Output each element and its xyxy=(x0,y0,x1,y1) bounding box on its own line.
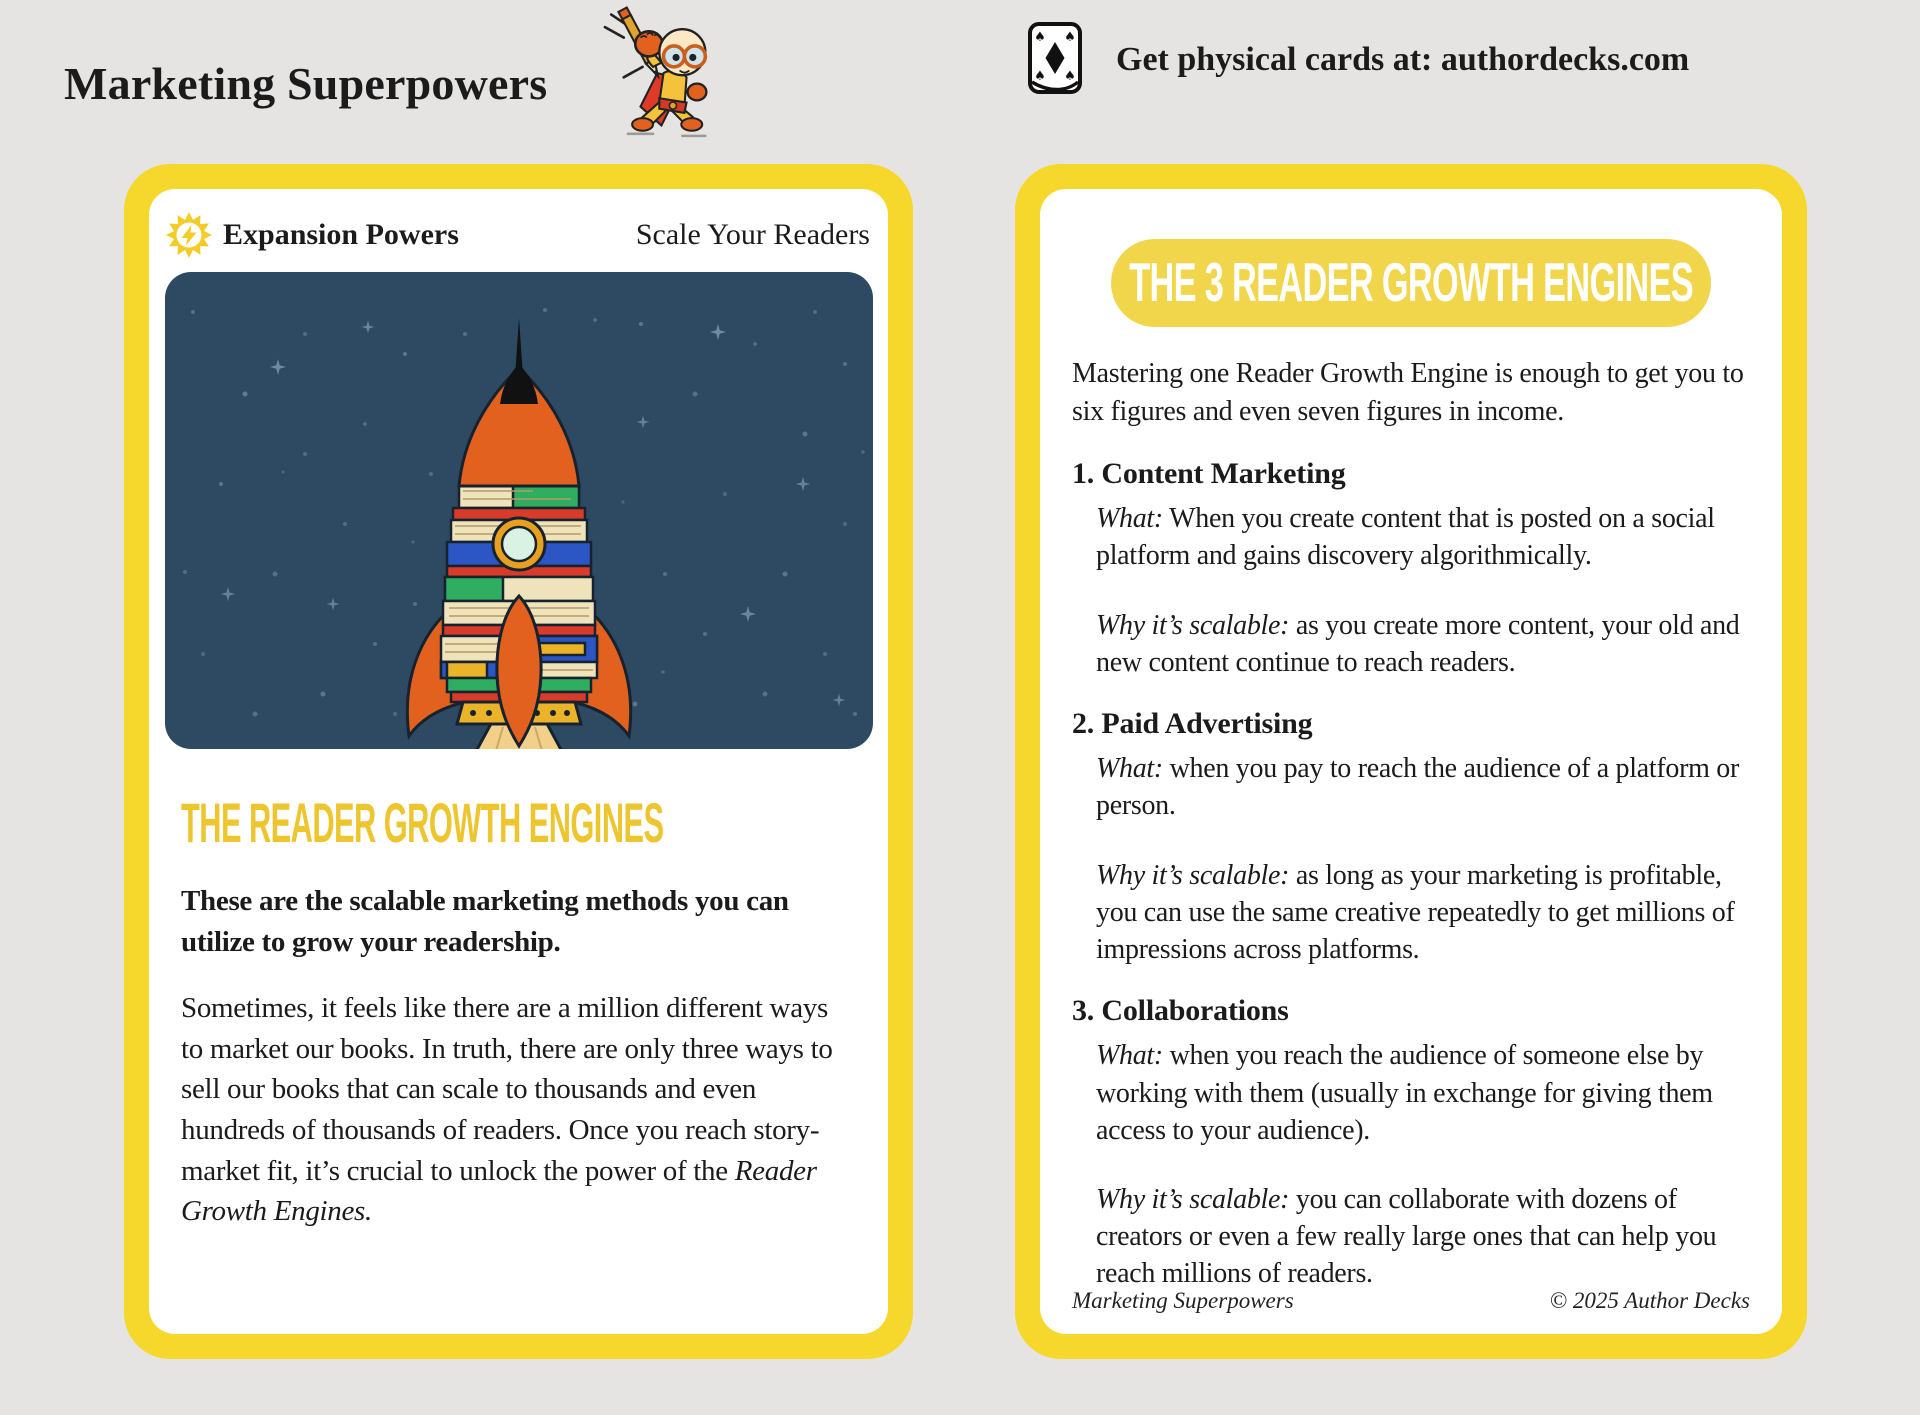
card-back-footer xyxy=(1072,1288,1750,1314)
promo-text: Get physical cards at: authordecks.com xyxy=(1116,41,1690,78)
card-back-banner-text: THE 3 READER GROWTH ENGINES xyxy=(1129,252,1693,314)
card-front-heading: THE READER GROWTH ENGINES xyxy=(181,791,664,854)
card-category-label: Expansion Powers xyxy=(223,218,459,251)
engine-title: 3. Collaborations xyxy=(1072,994,1289,1028)
card-front-inner xyxy=(149,189,888,1334)
engine-title: 2. Paid Advertising xyxy=(1072,707,1313,741)
svg-text:♠: ♠ xyxy=(1064,69,1076,84)
footer-deck-name: Marketing Superpowers xyxy=(1072,1288,1294,1313)
engine-collaborations xyxy=(1072,994,1758,1292)
card-front-lead: These are the scalable marketing methods you can utilize to grow your readership. xyxy=(181,885,789,958)
card-subtitle-label: Scale Your Readers xyxy=(635,218,870,251)
footer-copyright: © 2025 Author Decks xyxy=(1549,1288,1750,1313)
card-front-header xyxy=(165,211,870,259)
card-back-intro: Mastering one Reader Growth Engine is enough to get you to six figures and even seven figures in income. xyxy=(1072,358,1744,428)
engine-what: What: When you create content that is posted on a social platform and gains discovery algorithmically. xyxy=(1096,503,1715,572)
page-title: Marketing Superpowers xyxy=(64,57,548,109)
engine-what: What: when you pay to reach the audience of a platform or person. xyxy=(1096,753,1739,822)
card-back xyxy=(1015,164,1807,1359)
engine-why: Why it’s scalable: as you create more content, your old and new content continue to reach readers. xyxy=(1096,609,1740,678)
superhero-mascot-illustration xyxy=(584,2,720,138)
card-front xyxy=(124,164,913,1359)
card-back-banner xyxy=(1111,239,1711,327)
sun-burst-icon xyxy=(165,211,213,259)
promo xyxy=(1026,20,1689,100)
svg-text:♠: ♠ xyxy=(1034,69,1046,84)
card-back-inner xyxy=(1040,189,1782,1334)
engine-why: Why it’s scalable: as long as your marketing is profitable, you can use the same creative repeatedly to get millions of impressions across platforms. xyxy=(1096,859,1735,966)
engine-paid-advertising xyxy=(1072,707,1758,968)
engine-why: Why it’s scalable: you can collaborate with dozens of creators or even a few really large ones that can help you reach millions of readers. xyxy=(1096,1183,1717,1290)
engine-content-marketing xyxy=(1072,457,1758,681)
rocket-books-illustration xyxy=(165,272,873,749)
svg-text:♠: ♠ xyxy=(1034,30,1046,45)
card-front-body: Sometimes, it feels like there are a million different ways to market our books. In truth, there are only three ways to sell our books that can scale to thousands and even hundreds of thousands of readers. Once you reach story-market fit, it’s crucial to unlock the power of the Reader Growth Engines. xyxy=(181,992,833,1228)
card-deck-icon xyxy=(1026,20,1090,100)
engine-title: 1. Content Marketing xyxy=(1072,457,1346,491)
svg-text:♠: ♠ xyxy=(1064,30,1076,45)
engine-what: What: when you reach the audience of someone else by working with them (usually in exchange for giving them access to your audience). xyxy=(1096,1040,1713,1146)
